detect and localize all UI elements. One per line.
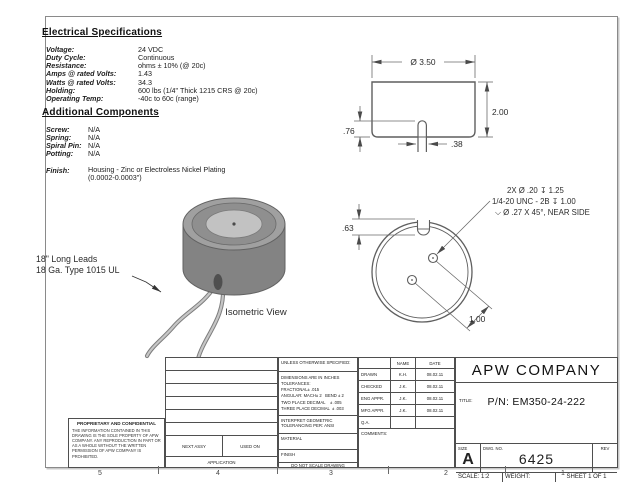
application-empty-row bbox=[166, 423, 277, 436]
spec-label: Watts @ rated Volts: bbox=[46, 77, 116, 87]
approval-label: ENG APPR. bbox=[359, 393, 391, 404]
tolerance-line: FRACTIONAL± .015 bbox=[281, 387, 320, 393]
approval-row-mfg-appr bbox=[359, 405, 454, 417]
approvals-header-blank bbox=[359, 358, 391, 368]
spec-value: ohms ± 10% (@ 20c) bbox=[138, 61, 206, 71]
spec-value: N/A bbox=[88, 141, 100, 151]
size-value: A bbox=[462, 450, 474, 468]
tolerance-notes bbox=[279, 372, 357, 416]
approval-date: 08.02.11 bbox=[426, 384, 444, 389]
approval-row-checked bbox=[359, 381, 454, 393]
hole-1-center bbox=[432, 257, 434, 259]
callout-line3: ⌵ Ø .27 X 45°, NEAR SIDE bbox=[495, 208, 590, 217]
dim-height-label: 2.00 bbox=[492, 107, 509, 117]
tolerance-line: ANGULAR: MACH± 2 BEND ± 2 bbox=[281, 393, 344, 399]
approval-row-eng-appr bbox=[359, 393, 454, 405]
title-label: TITLE: bbox=[459, 397, 473, 403]
finish-value-line1: Housing - Zinc or Electroless Nickel Plating bbox=[88, 165, 226, 174]
tolerance-line: TOLERANCES: bbox=[281, 380, 311, 386]
zone-tick bbox=[158, 466, 159, 474]
approval-name bbox=[391, 417, 416, 428]
spec-value: 1.43 bbox=[138, 69, 152, 79]
spec-row-screw bbox=[46, 125, 100, 133]
interpret-geometric-note: INTERPRET GEOMETRIC TOLERANCING PER: ANSI bbox=[279, 416, 357, 434]
spec-value: Continuous bbox=[138, 53, 175, 63]
finish-value-line2: (0.0002-0.0003") bbox=[88, 173, 142, 183]
sheet-cell: SHEET 1 OF 1 bbox=[566, 474, 607, 480]
tolerance-line: DIMENSIONS ARE IN INCHES bbox=[281, 374, 340, 380]
scale-cell: SCALE: 1:2 bbox=[456, 473, 503, 482]
size-dwg-rev-row bbox=[456, 444, 617, 473]
company-name: APW COMPANY bbox=[456, 358, 617, 383]
spec-label: Holding: bbox=[46, 85, 76, 95]
dim-slot-offset-label: .63 bbox=[342, 223, 354, 233]
dim-hole-spacing-label: 1.00 bbox=[469, 314, 486, 324]
spec-row-spring bbox=[46, 133, 100, 141]
lead-slot-top bbox=[418, 220, 430, 235]
tolerance-box bbox=[278, 357, 358, 468]
spec-label: Spiral Pin: bbox=[46, 141, 82, 151]
proprietary-box bbox=[68, 418, 165, 468]
spec-label: Duty Cycle: bbox=[46, 53, 86, 63]
weight-cell: WEIGHT: bbox=[503, 473, 556, 482]
title-block bbox=[45, 355, 618, 480]
callout-line2: 1/4-20 UNC - 2B ↧ 1.00 bbox=[492, 197, 576, 206]
isometric-view bbox=[28, 190, 338, 365]
spec-row-watts bbox=[46, 78, 258, 86]
zone-tick bbox=[388, 466, 389, 474]
approval-date: 08.02.11 bbox=[426, 396, 444, 401]
size-cell bbox=[456, 444, 481, 472]
application-empty-row bbox=[166, 371, 277, 384]
spec-value: N/A bbox=[88, 125, 100, 134]
tolerance-line: TWO PLACE DECIMAL ± .005 bbox=[281, 399, 342, 405]
spec-label: Operating Temp: bbox=[46, 93, 104, 103]
application-empty-row bbox=[166, 410, 277, 423]
material-cell: MATERIAL bbox=[279, 434, 357, 450]
next-assy-row bbox=[166, 436, 277, 457]
spec-label: Resistance: bbox=[46, 61, 87, 71]
zone-number-4: 4 bbox=[216, 470, 220, 477]
spec-label: Potting: bbox=[46, 149, 74, 159]
isometric-caption: Isometric View bbox=[225, 307, 287, 318]
approval-label: MFG APPR. bbox=[359, 405, 391, 416]
approval-name: K.H. bbox=[391, 369, 416, 380]
leads-leader-arrow bbox=[132, 276, 161, 292]
additional-components-table bbox=[46, 125, 100, 158]
date-column-header: DATE bbox=[429, 361, 441, 366]
finish-cell: FINISH bbox=[279, 450, 357, 463]
spec-value: 600 lbs (1/4" Thick 1215 CRS @ 20c) bbox=[138, 85, 258, 95]
zone-number-1: 1 bbox=[561, 470, 565, 477]
additional-components-heading: Additional Components bbox=[42, 107, 159, 118]
approval-name: J.K. bbox=[391, 393, 416, 404]
zone-tick bbox=[277, 466, 278, 474]
zone-number-5: 5 bbox=[98, 470, 102, 477]
spec-row-duty-cycle bbox=[46, 53, 258, 61]
spec-row-operating-temp bbox=[46, 94, 258, 102]
dwg-no-value: 6425 bbox=[518, 450, 555, 467]
unless-otherwise-note: UNLESS OTHERWISE SPECIFIED: bbox=[279, 358, 357, 372]
approval-row-qa bbox=[359, 417, 454, 429]
next-assy-header: NEXT ASSY bbox=[166, 436, 223, 456]
finish-value bbox=[88, 166, 225, 182]
spec-label: Amps @ rated Volts: bbox=[46, 69, 117, 79]
approval-row-drawn bbox=[359, 369, 454, 381]
rev-cell: REV bbox=[600, 446, 610, 451]
dwg-no-label: DWG. NO. bbox=[483, 445, 504, 451]
callout-line1: 2X Ø .20 ↧ 1.25 bbox=[507, 186, 564, 195]
spec-row-potting bbox=[46, 149, 100, 157]
zone-number-3: 3 bbox=[329, 470, 333, 477]
proprietary-heading: PROPRIETARY AND CONFIDENTIAL bbox=[76, 421, 157, 426]
spec-value: N/A bbox=[88, 149, 100, 159]
wire-exit-hole bbox=[214, 274, 223, 290]
finish-row bbox=[46, 166, 225, 182]
spec-label: Spring: bbox=[46, 133, 72, 143]
approvals-header-row bbox=[359, 358, 454, 369]
approval-date: 08.02.11 bbox=[426, 408, 444, 413]
spec-row-spiral-pin bbox=[46, 141, 100, 149]
spec-row-voltage bbox=[46, 45, 258, 53]
outer-circle bbox=[372, 222, 472, 322]
application-empty-row bbox=[166, 358, 277, 371]
core-center-dot bbox=[232, 222, 235, 225]
electrical-specs-table bbox=[46, 45, 258, 102]
spec-row-amps bbox=[46, 69, 258, 77]
title-cell bbox=[456, 396, 617, 444]
lead-wires bbox=[147, 286, 223, 359]
dwg-no-cell bbox=[481, 444, 593, 472]
zone-number-2: 2 bbox=[444, 470, 448, 477]
side-view bbox=[340, 40, 620, 170]
application-empty-row bbox=[166, 397, 277, 410]
tolerance-line: THREE PLACE DECIMAL ± .003 bbox=[281, 405, 344, 411]
dim-diameter-label: Ø 3.50 bbox=[410, 57, 436, 67]
application-empty-row bbox=[166, 384, 277, 397]
proprietary-body: THE INFORMATION CONTAINED IN THIS DRAWING IS THE SOLE PROPERTY OF APW COMPANY. ANY REPRODUCTION IN PART OR AS A WHOLE WITHOUT THE WRITTEN PERMISSION OF APW COMPANY IS PROHIBITED. bbox=[72, 427, 161, 459]
lead-slot bbox=[418, 121, 426, 152]
company-block bbox=[455, 357, 618, 480]
leads-label-line2: 18 Ga. Type 1015 UL bbox=[36, 265, 120, 275]
application-table bbox=[165, 357, 278, 468]
hole-2-center bbox=[411, 279, 413, 281]
name-column-header: NAME bbox=[391, 358, 416, 368]
approval-label: DRAWN bbox=[359, 369, 391, 380]
used-on-header: USED ON bbox=[240, 444, 260, 449]
spec-row-resistance bbox=[46, 61, 258, 69]
bottom-view bbox=[340, 178, 625, 353]
do-not-scale-note: DO NOT SCALE DRAWING bbox=[291, 463, 345, 468]
zone-tick bbox=[505, 466, 506, 474]
spec-row-holding bbox=[46, 86, 258, 94]
approval-name: J.K. bbox=[391, 405, 416, 416]
dim-offset-label: .76 bbox=[343, 126, 355, 136]
spec-label: Screw: bbox=[46, 125, 70, 134]
leads-label-line1: 18" Long Leads bbox=[36, 254, 98, 264]
spec-value: -40c to 60c (range) bbox=[138, 93, 199, 103]
part-number: P/N: EM350-24-222 bbox=[487, 396, 586, 408]
electrical-specs-heading: Electrical Specifications bbox=[42, 27, 163, 38]
comments-cell: COMMENTS: bbox=[361, 431, 388, 436]
spec-value: 24 VDC bbox=[138, 45, 164, 54]
application-footer: APPLICATION bbox=[207, 460, 236, 465]
approval-label: Q.A. bbox=[359, 417, 391, 428]
size-label: SIZE bbox=[458, 445, 468, 451]
approval-name: J.K. bbox=[391, 381, 416, 392]
approvals-table bbox=[358, 357, 455, 468]
scale-weight-sheet-row bbox=[456, 473, 617, 482]
dim-slot-label: .38 bbox=[451, 139, 463, 149]
spec-value: 34.3 bbox=[138, 77, 152, 87]
approval-label: CHECKED bbox=[359, 381, 391, 392]
approval-date: 08.02.11 bbox=[426, 372, 444, 377]
spec-value: N/A bbox=[88, 133, 100, 143]
approval-date bbox=[416, 417, 454, 428]
dim-height-lines bbox=[478, 82, 493, 137]
finish-label: Finish: bbox=[46, 166, 70, 175]
spec-label: Voltage: bbox=[46, 45, 75, 54]
